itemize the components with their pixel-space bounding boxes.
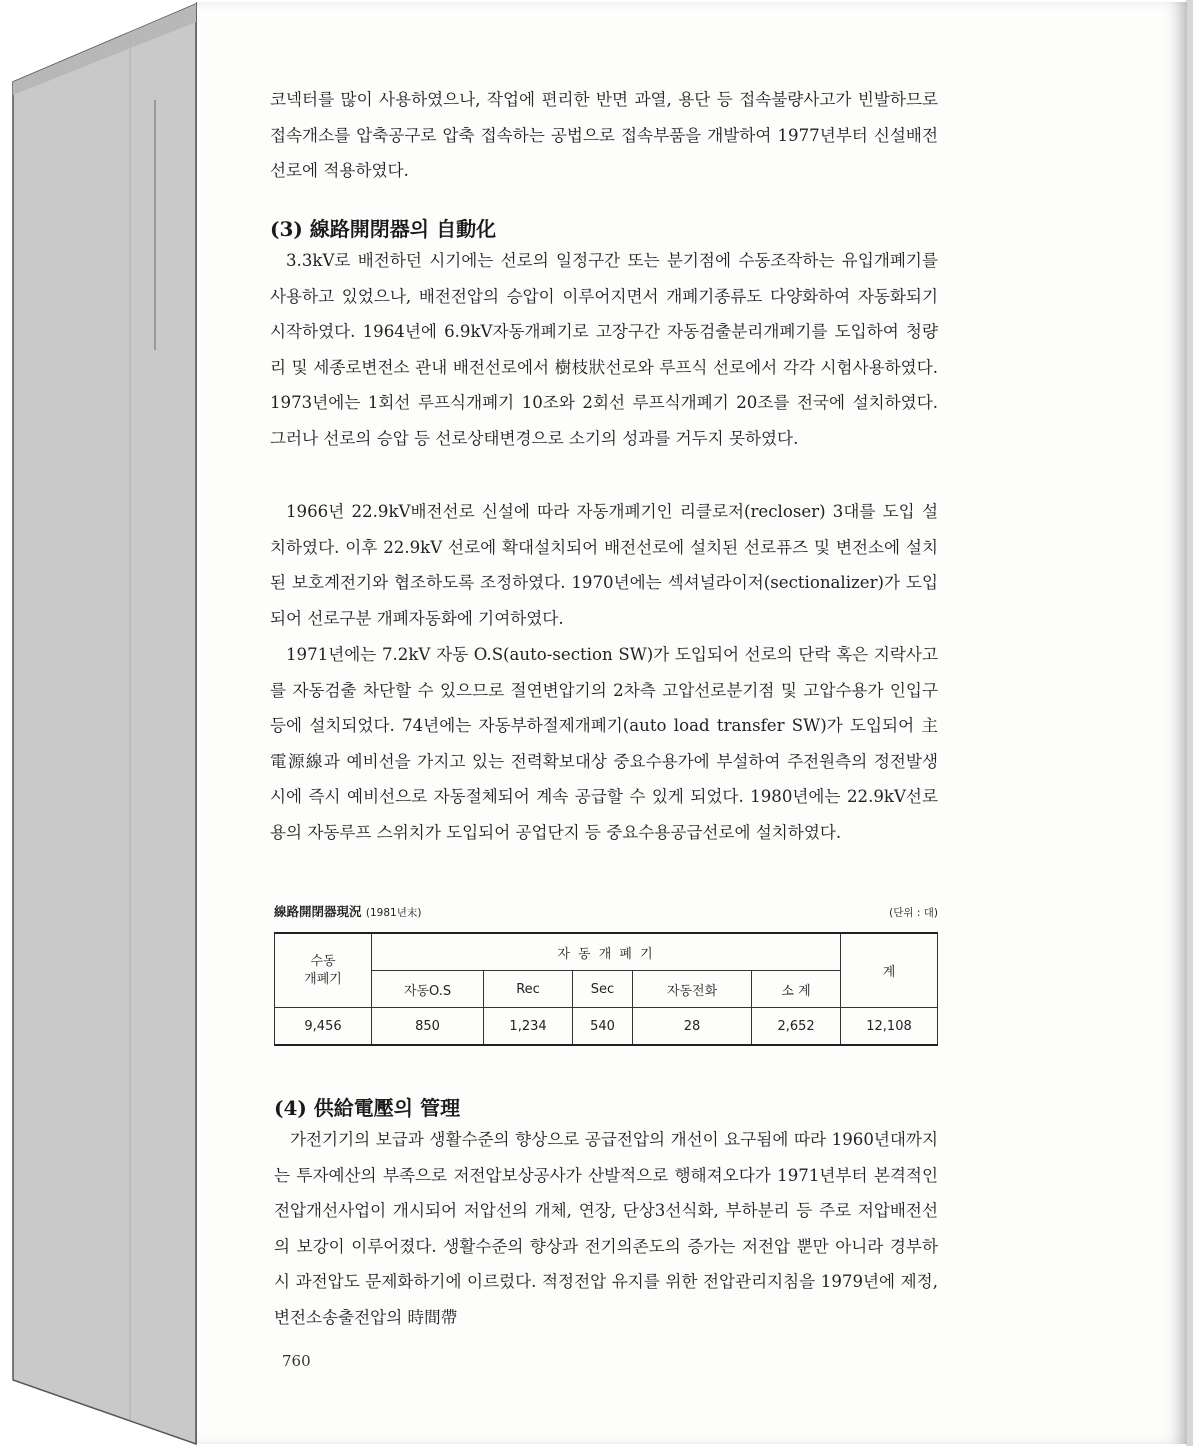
paragraph-connector: 코넥터를 많이 사용하였으나, 작업에 편리한 반면 과열, 용단 등 접속불량사고가 빈발하므로 접속개소를 압축공구로 압축 접속하는 공법으로 접속부품을 개발하여 1977년부터 신설배전선로에 적용하였다. bbox=[270, 90, 938, 181]
table-caption-row bbox=[274, 902, 938, 926]
switch-status-table bbox=[274, 932, 938, 1046]
table-title-year: (1981년末) bbox=[365, 907, 422, 919]
section-heading-4: (4) 供給電壓의 管理 bbox=[274, 1096, 461, 1120]
paragraph-recloser: 1966년 22.9kV배전선로 신설에 따라 자동개폐기인 리클로저(recloser) 3대를 도입 설치하였다. 이후 22.9kV 선로에 확대설치되어 배전선로에 설치된 선로퓨즈 및 변전소에 설치된 보호계전기와 협조하도록 조정하였다. 1970년에는 섹셔널라이저(sectionalizer)가 도입되어 선로구분 개폐자동화에 기여하였다. bbox=[270, 502, 938, 628]
value-recloser: 1,234 bbox=[484, 1008, 573, 1046]
switch-status-table-block bbox=[274, 902, 938, 1046]
page-number: 760 bbox=[282, 1352, 311, 1370]
subheader-sectionalizer: Sec bbox=[572, 971, 632, 1008]
paragraph-voltage-management: 가전기기의 보급과 생활수준의 향상으로 공급전압의 개선이 요구됨에 따라 1960년대까지는 투자예산의 부족으로 저전압보상공사가 산발적으로 행해져오다가 1971년부터 본격적인 전압개선사업이 개시되어 저압선의 개체, 연장, 단상3선식화, 부하분리 등 주로 저압배전선의 보강이 이루어졌다. 생활수준의 향상과 전기의존도의 증가는 저전압 뿐만 아니라 경부하시 과전압도 문제화하기에 이르렀다. 적정전압 유지를 위한 전압관리지침을 1979년에 제정, 변전소송출전압의 時間帶 bbox=[274, 1130, 938, 1327]
value-auto-os: 850 bbox=[372, 1008, 484, 1046]
subheader-subtotal: 소 계 bbox=[752, 971, 841, 1008]
table-unit: (단위 : 대) bbox=[889, 907, 938, 919]
paragraph-auto-os: 1971년에는 7.2kV 자동 O.S(auto-section SW)가 도입되어 선로의 단락 혹은 지락사고를 자동검출 차단할 수 있으므로 절연변압기의 2차측 고압선로분기점 및 고압수용가 인입구 등에 설치되었다. 74년에는 자동부하절제개폐기(auto load transfer SW)가 도입되어 主電源線과 예비선을 가지고 있는 전력확보대상 중요수용가에 부설하여 주전원측의 정전발생시에 즉시 예비선으로 자동절체되어 계속 공급할 수 있게 되었다. 1980년에는 22.9kV선로용의 자동루프 스위치가 도입되어 공업단지 등 중요수용공급선로에 설치하였다. bbox=[270, 645, 938, 842]
header-auto-switch: 자 동 개 폐 기 bbox=[372, 933, 841, 971]
table-title bbox=[274, 902, 421, 920]
value-sectionalizer: 540 bbox=[572, 1008, 632, 1046]
subheader-recloser: Rec bbox=[484, 971, 573, 1008]
value-auto-transfer: 28 bbox=[633, 1008, 752, 1046]
section-heading-3: (3) 線路開閉器의 自動化 bbox=[270, 217, 497, 241]
value-manual: 9,456 bbox=[275, 1008, 372, 1046]
table-title-text: 線路開閉器現況 bbox=[274, 904, 362, 919]
subheader-auto-transfer: 자동전화 bbox=[633, 971, 752, 1008]
header-total: 계 bbox=[841, 933, 938, 1008]
header-manual-switch: 수동 개폐기 bbox=[275, 933, 372, 1008]
subheader-auto-os: 자동O.S bbox=[372, 971, 484, 1008]
value-subtotal: 2,652 bbox=[752, 1008, 841, 1046]
paragraph-switch-automation: 3.3kV로 배전하던 시기에는 선로의 일정구간 또는 분기점에 수동조작하는 유입개폐기를 사용하고 있었으나, 배전전압의 승압이 이루어지면서 개폐기종류도 다양화하여 자동화되기 시작하였다. 1964년에 6.9kV자동개폐기로 고장구간 자동검출분리개폐기를 도입하여 청량리 및 세종로변전소 관내 배전선로에서 樹枝狀선로와 루프식 선로에서 각각 시험사용하였다. 1973년에는 1회선 루프식개폐기 10조와 2회선 루프식개폐기 20조를 전국에 설치하였다. 그러나 선로의 승압 등 선로상태변경으로 소기의 성과를 거두지 못하였다. bbox=[270, 251, 938, 448]
value-total: 12,108 bbox=[841, 1008, 938, 1046]
